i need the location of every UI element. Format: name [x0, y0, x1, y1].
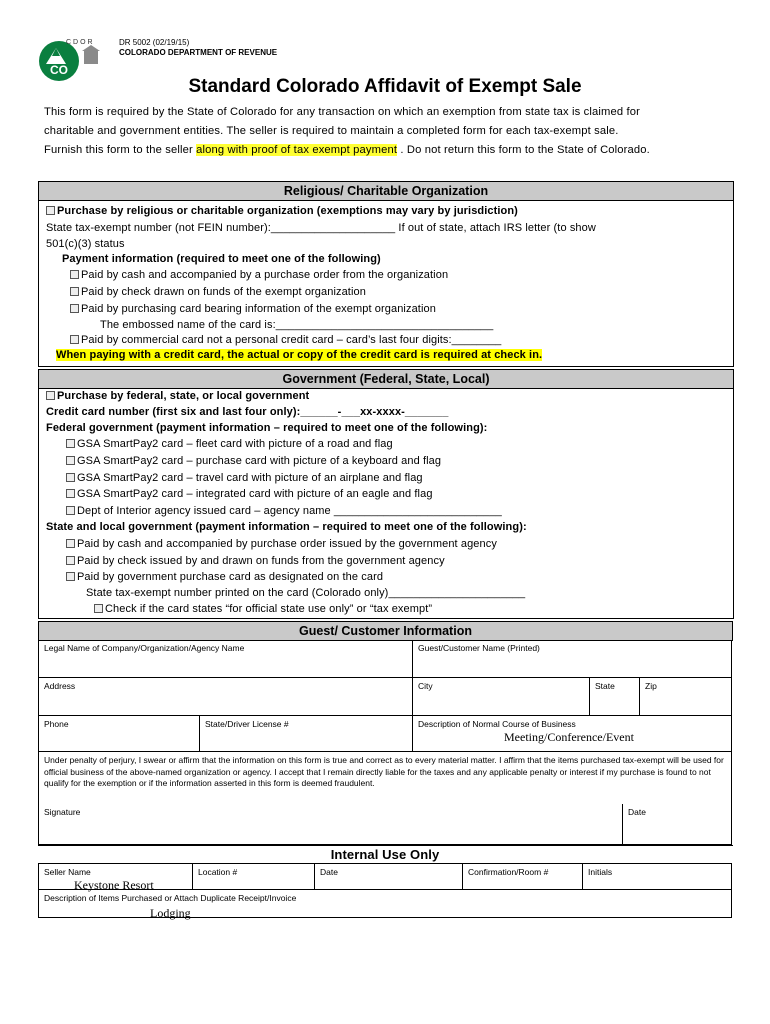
location-field[interactable]: Location #	[193, 863, 315, 890]
zip-field[interactable]: Zip	[640, 678, 732, 716]
date-field[interactable]: Date	[623, 804, 732, 845]
government-heading: Government (Federal, State, Local)	[39, 370, 733, 389]
address-field[interactable]: Address	[38, 678, 413, 716]
gsa-travel-option[interactable]: GSA SmartPay2 card – travel card with picture of an airplane and flag	[66, 472, 423, 484]
credit-card-warning: When paying with a credit card, the actual or copy of the credit card is required at check in.	[56, 349, 543, 361]
initials-field[interactable]: Initials	[583, 863, 732, 890]
religious-payment-heading: Payment information (required to meet one of the following)	[62, 253, 381, 265]
highlight-proof: along with proof of tax exempt payment	[196, 144, 398, 156]
government-purchase-row[interactable]: Purchase by federal, state, or local government	[46, 390, 309, 402]
religious-option-cash[interactable]: Paid by cash and accompanied by a purchase order from the organization	[70, 269, 448, 281]
seller-name-value: Keystone Resort	[74, 878, 154, 892]
federal-heading: Federal government (payment information – required to meet one of the following):	[46, 422, 488, 434]
business-description-field[interactable]: Description of Normal Course of Business	[413, 716, 732, 752]
religious-purchase-checkbox[interactable]	[46, 206, 55, 215]
government-credit-card-number: Credit card number (first six and last four only):______-___xx-xxxx-_______	[46, 406, 449, 418]
official-use-checkbox-row[interactable]: Check if the card states “for official state use only” or “tax exempt”	[94, 603, 432, 615]
guest-name-field[interactable]: Guest/Customer Name (Printed)	[413, 640, 732, 678]
state-option-cash[interactable]: Paid by cash and accompanied by purchase order issued by the government agency	[66, 538, 497, 550]
doi-option[interactable]: Dept of Interior agency issued card – agency name ___________________________	[66, 505, 502, 517]
svg-text:CO: CO	[50, 63, 68, 77]
state-field[interactable]: State	[590, 678, 640, 716]
religious-option-purchasing-card[interactable]: Paid by purchasing card bearing information of the exempt organization	[70, 303, 436, 315]
city-field[interactable]: City	[413, 678, 590, 716]
religious-option-check[interactable]: Paid by check drawn on funds of the exempt organization	[70, 286, 366, 298]
state-tax-exempt-number: State tax-exempt number printed on the card (Colorado only)______________________	[86, 587, 526, 599]
phone-field[interactable]: Phone	[38, 716, 200, 752]
religious-purchase-row[interactable]: Purchase by religious or charitable organization (exemptions may vary by jurisdiction)	[46, 205, 518, 217]
business-description-value: Meeting/Conference/Event	[504, 730, 634, 744]
perjury-statement: Under penalty of perjury, I swear or affirm that the information on this form is true and correct as to every material matter. I affirm that the items purchased tax-exempt will be used for official business of the above-named organization or agency. I accept that I remain directly liable for the taxes and any applicable penalty or interest if my purchase is found to not qualify for the exemption or if the information asserted in this form is deemed fraudulent.	[38, 752, 732, 845]
confirmation-field[interactable]: Confirmation/Room #	[463, 863, 583, 890]
guest-bottom-border	[38, 845, 733, 846]
internal-heading: Internal Use Only	[330, 847, 440, 862]
license-field[interactable]: State/Driver License #	[200, 716, 413, 752]
intro-text: This form is required by the State of Colorado for any transaction on which an exemption from state tax is claimed for charitable and government entities. The seller is required to maintain a completed form for each tax-exempt sale. Furnish this form to the seller along with proof of tax exempt payment . Do not return this form to the State of Colorado.	[44, 106, 650, 156]
guest-heading: Guest/ Customer Information	[39, 622, 733, 641]
religious-option-commercial-card[interactable]: Paid by commercial card not a personal credit card – card’s last four digits:________	[70, 334, 501, 346]
state-local-heading: State and local government (payment information – required to meet one of the following):	[46, 521, 527, 533]
gsa-purchase-option[interactable]: GSA SmartPay2 card – purchase card with picture of a keyboard and flag	[66, 455, 441, 467]
seller-name-field[interactable]: Seller Name	[38, 863, 193, 890]
form-id	[119, 38, 277, 58]
items-description-field[interactable]: Description of Items Purchased or Attach Duplicate Receipt/Invoice	[38, 890, 732, 918]
gsa-fleet-option[interactable]: GSA SmartPay2 card – fleet card with picture of a road and flag	[66, 438, 393, 450]
religious-heading: Religious/ Charitable Organization	[39, 182, 733, 201]
gsa-integrated-option[interactable]: GSA SmartPay2 card – integrated card with picture of an eagle and flag	[66, 488, 433, 500]
items-description-value: Lodging	[150, 906, 191, 920]
state-option-purchase-card[interactable]: Paid by government purchase card as designated on the card	[66, 571, 383, 583]
page-title: Standard Colorado Affidavit of Exempt Sale	[188, 76, 582, 97]
state-option-check[interactable]: Paid by check issued by and drawn on funds from the government agency	[66, 555, 445, 567]
signature-field[interactable]: Signature	[38, 804, 623, 845]
religious-tax-line: State tax-exempt number (not FEIN number):____________________ If out of state, attach IRS letter (to show	[46, 222, 596, 234]
religious-tax-line2: 501(c)(3) status	[46, 238, 125, 250]
department-name: COLORADO DEPARTMENT OF REVENUE	[119, 48, 278, 57]
form-number: DR 5002 (02/19/15)	[119, 38, 190, 47]
internal-date-field[interactable]: Date	[315, 863, 463, 890]
religious-embossed-name: The embossed name of the card is:___________________________________	[100, 319, 494, 331]
legal-name-field[interactable]: Legal Name of Company/Organization/Agency Name	[38, 640, 413, 678]
svg-text:CDOR: CDOR	[66, 39, 95, 46]
